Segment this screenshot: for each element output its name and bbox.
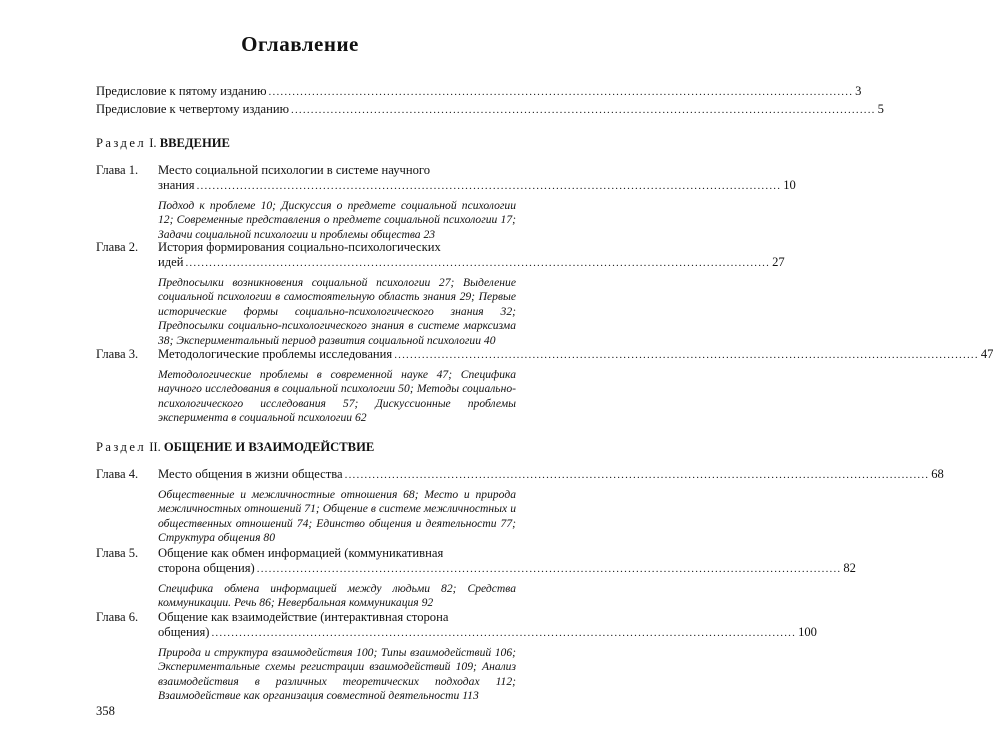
chapter-title-line1: Общение как обмен информацией (коммуникативная — [158, 546, 444, 560]
dot-leader: .................................................................................................................................................... — [256, 563, 842, 575]
section-prefix: Раздел — [96, 440, 147, 454]
chapter-label: Глава 4. — [96, 467, 139, 481]
dot-leader: .................................................................................................................................................... — [344, 469, 930, 481]
section-prefix: Раздел — [96, 136, 147, 150]
chapter-subtopics: Общественные и межличностные отношения 68; Место и природа межличностных отношений 71; Общение в системе межличностных и общественных отношений 74; Единство общения и деятельности 77; Структура общения 80 — [158, 488, 516, 545]
toc-entry-text: Предисловие к пятому изданию — [96, 84, 267, 98]
section-number: II. — [149, 440, 161, 454]
chapter-label: Глава 6. — [96, 610, 139, 624]
toc-page-number: 5 — [877, 102, 884, 116]
chapter-title-line2: идей — [158, 255, 184, 269]
toc-page-number: 47 — [980, 347, 993, 361]
chapter-title-line2: сторона общения) — [158, 561, 255, 575]
chapter-title: Место общения в жизни общества — [158, 467, 343, 481]
dot-leader: .................................................................................................................................................... — [211, 627, 797, 639]
toc-page-number: 10 — [783, 178, 796, 192]
toc-page-number: 82 — [843, 561, 856, 575]
chapter-title-line1: Место социальной психологии в системе научного — [158, 163, 431, 177]
chapter-title-line2: знания — [158, 178, 195, 192]
dot-leader: .................................................................................................................................................... — [394, 349, 979, 361]
dot-leader: .................................................................................................................................................... — [196, 180, 782, 192]
section-number: I. — [149, 136, 157, 150]
chapter-subtopics: Предпосылки возникновения социальной психологии 27; Выделение социальной психологии в самостоятельную область знания 29; Первые исторические формы социально-психологического знания 32; Предпосылки социально-психологического знания в системе марксизма 38; Экспериментальный период развития социальной психологии 40 — [158, 276, 516, 347]
chapter-subtopics: Методологические проблемы в современной науке 47; Специфика научного исследования в социальной психологии 50; Методы социально-психологического исследования 57; Дискуссионные проблемы эксперимента в социальной психологии 62 — [158, 368, 516, 425]
chapter-title-line2: общения) — [158, 625, 210, 639]
chapter-label: Глава 1. — [96, 163, 139, 177]
chapter-title-line1: Общение как взаимодействие (интерактивная сторона — [158, 610, 449, 624]
toc-page-number: 68 — [931, 467, 944, 481]
dot-leader: .................................................................................................................................................... — [268, 86, 854, 98]
page-title: Оглавление — [241, 32, 359, 56]
chapter-label: Глава 5. — [96, 546, 139, 560]
section-heading-2 — [96, 440, 374, 455]
toc-preface-4[interactable] — [96, 102, 884, 118]
chapter-subtopics: Специфика обмена информацией между людьми 82; Средства коммуникации. Речь 86; Невербальная коммуникация 92 — [158, 582, 516, 610]
toc-entry-text: Предисловие к четвертому изданию — [96, 102, 290, 116]
dot-leader: .................................................................................................................................................... — [185, 257, 771, 269]
chapter-subtopics: Подход к проблеме 10; Дискуссия о предмете социальной психологии 12; Современные представления о предмете социальной психологии 17; Задачи социальной психологии и проблемы общества 23 — [158, 199, 516, 241]
section-heading-1 — [96, 136, 230, 151]
page-number: 358 — [96, 704, 115, 718]
chapter-subtopics: Природа и структура взаимодействия 100; Типы взаимодействий 106; Экспериментальные схемы регистрации взаимодействий 109; Анализ взаимодействия в различных теоретических подходах 112; Взаимодействие как организация совместной деятельности 113 — [158, 646, 516, 703]
toc-page-number: 3 — [855, 84, 862, 98]
toc-preface-5[interactable] — [96, 84, 862, 100]
toc-page-number: 100 — [798, 625, 817, 639]
toc-page-number: 27 — [772, 255, 785, 269]
chapter-label: Глава 2. — [96, 240, 139, 254]
chapter-label: Глава 3. — [96, 347, 139, 361]
dot-leader: .................................................................................................................................................... — [291, 104, 876, 116]
chapter-title-line1: История формирования социально-психологических — [158, 240, 441, 254]
chapter-title: Методологические проблемы исследования — [158, 347, 393, 361]
section-name: ВВЕДЕНИЕ — [159, 136, 230, 150]
section-name: ОБЩЕНИЕ И ВЗАИМОДЕЙСТВИЕ — [163, 440, 375, 454]
